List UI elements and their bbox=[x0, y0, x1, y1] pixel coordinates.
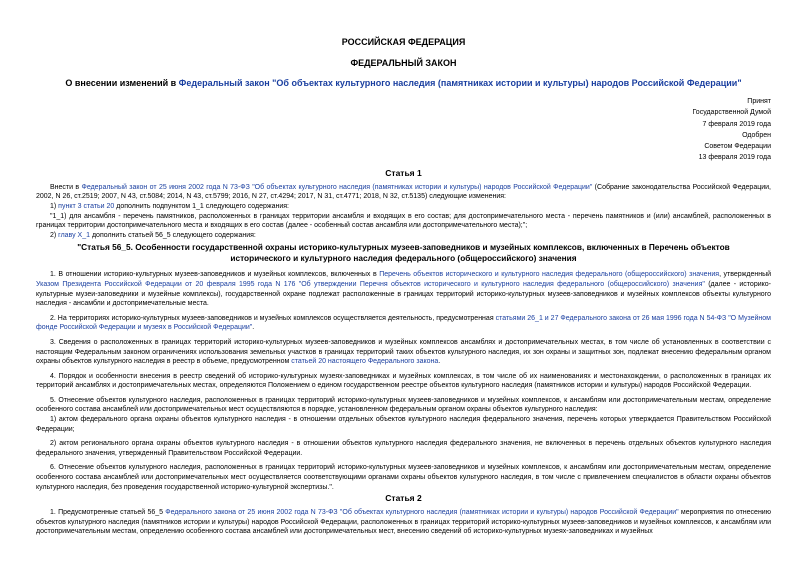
paragraph-5: 5. Отнесение объектов культурного наследия, расположенных в границах территорий историко-культурных музеев-заповедников и музейных комплексов, к ансамблям или достопримечательным местам, определение особенного состава ансамблей или достопримечательных мест осуществляются в порядке, установленном федеральным органом охраны объектов культурного наследия: bbox=[36, 396, 771, 414]
acceptance-line: 13 февраля 2019 года bbox=[698, 154, 771, 162]
acceptance-line: Принят bbox=[747, 98, 771, 105]
list-link[interactable]: Перечень объектов исторического и культурного наследия федерального (общероссийского) значения bbox=[379, 271, 720, 279]
paragraph-1: 1. В отношении историко-культурных музеев-заповедников и музейных комплексов, включенных в Перечень объектов исторического и культурного наследия федерального (общероссийского) значения, утвержденный Указом Президента Российской Федерации от 20 февраля 1995 года N 176 "Об утверждении Перечня объектов исторического и культурного наследия федерального (общероссийского) значения" (далее - историко-культурные музеи-заповедники и музейные комплексы), государственной охране подлежат расположенные в границах территорий историко-культурных музеев-заповедников и музейных комплексов объекты культурного наследия - ансамбли и достопримечательные места. bbox=[36, 271, 772, 308]
law-title-link[interactable]: Федеральный закон "Об объектах культурного наследия (памятниках истории и культуры) народов Российской Федерации" bbox=[178, 78, 742, 88]
article-20-link[interactable]: статьей 20 настоящего Федерального закона bbox=[291, 358, 439, 366]
acceptance-block bbox=[36, 96, 771, 164]
article-2-paragraph-1: 1. Предусмотренные статьей 56_5 Федерального закона от 25 июня 2002 года N 73-ФЗ "Об объектах культурного наследия (памятниках истории и культуры) народов Российской Федерации" мероприятия по отнесению объектов культурного наследия (памятников истории и культуры) народов Российской Федерации, расположенных в границах территорий историко-культурных музеев-заповедников и музейных комплексов, к ансамблям или достопримечательным местам, определению особенного состава ансамблей или достопримечательных мест, внесению сведений об историко-культурных музеях-заповедниках и музейных bbox=[36, 509, 771, 536]
chapter-link[interactable]: главу X_1 bbox=[58, 231, 91, 239]
law-link[interactable]: Федеральный закон от 25 июня 2002 года N 73-ФЗ "Об объектах культурного наследия (памятниках истории и культуры) народов Российской Федерации" bbox=[81, 183, 593, 191]
clause-link[interactable]: пункт 3 статьи 20 bbox=[58, 202, 115, 210]
law-title-prefix: О внесении изменений в bbox=[65, 78, 179, 88]
article-2-heading: Статья 2 bbox=[385, 493, 422, 504]
acceptance-line: Советом Федерации bbox=[704, 143, 771, 151]
doc-type-heading: ФЕДЕРАЛЬНЫЙ ЗАКОН bbox=[350, 58, 457, 68]
article-1-item-2: 2) главу X_1 дополнить статьей 56_5 следующего содержания: bbox=[50, 231, 256, 239]
paragraph-2: 2. На территориях историко-культурных музеев-заповедников и музейных комплексов осуществляется деятельность, предусмотренная статьями 26_1 и 27 Федерального закона от 26 мая 1996 года N 54-ФЗ "О Музейном фонде Российской Федерации и музеях в Российской Федерации". bbox=[36, 314, 771, 332]
paragraph-5-2: 2) актом регионального органа охраны объектов культурного наследия - в отношении объектов культурного наследия федерального значения, не включенных в перечень отдельных объектов культурного наследия федерального значения, утвержденный Правительством Российской Федерации. bbox=[36, 440, 771, 457]
paragraph-5-1: 1) актом федерального органа охраны объектов культурного наследия - в отношении отдельных объектов культурного наследия федерального значения, перечень которых утверждается Правительством Российской Федерации; bbox=[36, 416, 771, 433]
decree-link[interactable]: Указом Президента Российской Федерации от 20 февраля 1995 года N 176 "Об утверждении Перечня объектов исторического и культурного наследия федерального (общероссийского) значения" bbox=[36, 280, 705, 288]
law-link[interactable]: Федерального закона от 25 июня 2002 года N 73-ФЗ "Об объектах культурного наследия (памятниках истории и культуры) народов Российской Федерации" bbox=[165, 509, 679, 517]
paragraph-4: 4. Порядок и особенности внесения в реестр сведений об историко-культурных музеях-заповедниках и музейных комплексах, в том числе об их наименованиях и местонахождении, о расположенных в границах их территорий ансамблях и достопримечательных местах, определяются Положением о едином государственном реестре объектов культурного наследия (памятников истории и культуры) народов Российской Федерации. bbox=[36, 372, 771, 390]
acceptance-line: Одобрен bbox=[742, 131, 771, 139]
acceptance-line: Государственной Думой bbox=[692, 109, 771, 117]
law-title bbox=[36, 78, 771, 88]
article-1-heading: Статья 1 bbox=[385, 167, 422, 178]
article-1-intro: Внести в Федеральный закон от 25 июня 2002 года N 73-ФЗ "Об объектах культурного наследия (памятниках истории и культуры) народов Российской Федерации" (Собрание законодательства Российской Федерации, 2002, N 26, ст.2519; 2007, N 43, ст.5084; 2014, N 43, ст.5799; 2016, N 27, ст.4294; 2017, N 31, ст.4771; 2018, N 32, ст.5135) следующие изменения: bbox=[36, 183, 771, 201]
article-1-item-1: 1) пункт 3 статьи 20 дополнить подпунктом 1_1 следующего содержания: bbox=[50, 202, 289, 210]
article-56-5-heading: "Статья 56_5. Особенности государственной охраны историко-культурных музеев-заповедников и музейных комплексов, включенных в Перечень объектов исторического и культурного наследия федерального (общероссийского) значения bbox=[77, 242, 730, 264]
paragraph-3: 3. Сведения о расположенных в границах территорий историко-культурных музеев-заповедников и музейных комплексов ансамблях и достопримечательных местах, в том числе об установленных в соответствии с настоящим Федеральным законом ограничениях использования земельных участков в границах территорий таких объектов культурного наследия, их зон охраны и защитных зон, подлежат внесению федеральным органом охраны объектов культурного наследия в реестр в объеме, предусмотренном статьей 20 настоящего Федерального закона. bbox=[36, 338, 771, 366]
article-1-quote-1: "1_1) для ансамбля - перечень памятников, расположенных в границах территории ансамбля и входящих в его состав; для достопримечательного места - перечень памятников и (или) ансамблей, расположенных в границах территории достопримечательного места и входящих в его состав (далее - особенный состав ансамбля или достопримечательного места);"; bbox=[36, 212, 771, 230]
museum-law-link[interactable]: статьями 26_1 и 27 Федерального закона от 26 мая 1996 года N 54-ФЗ "О Музейном фонде Российской Федерации и музеях в Российской Федерации" bbox=[36, 314, 771, 332]
paragraph-6: 6. Отнесение объектов культурного наследия, расположенных в границах территорий историко-культурных музеев-заповедников и музейных комплексов, к ансамблям или достопримечательным местам, определение особенного состава ансамблей или достопримечательных мест осуществляется соответствующими органами охраны объектов культурного наследия, в том числе с привлечением специалистов в области охраны объектов культурного наследия, без проведения государственной историко-культурной экспертизы.". bbox=[36, 464, 771, 491]
acceptance-line: 7 февраля 2019 года bbox=[702, 120, 771, 128]
country-heading: РОССИЙСКАЯ ФЕДЕРАЦИЯ bbox=[341, 37, 466, 47]
